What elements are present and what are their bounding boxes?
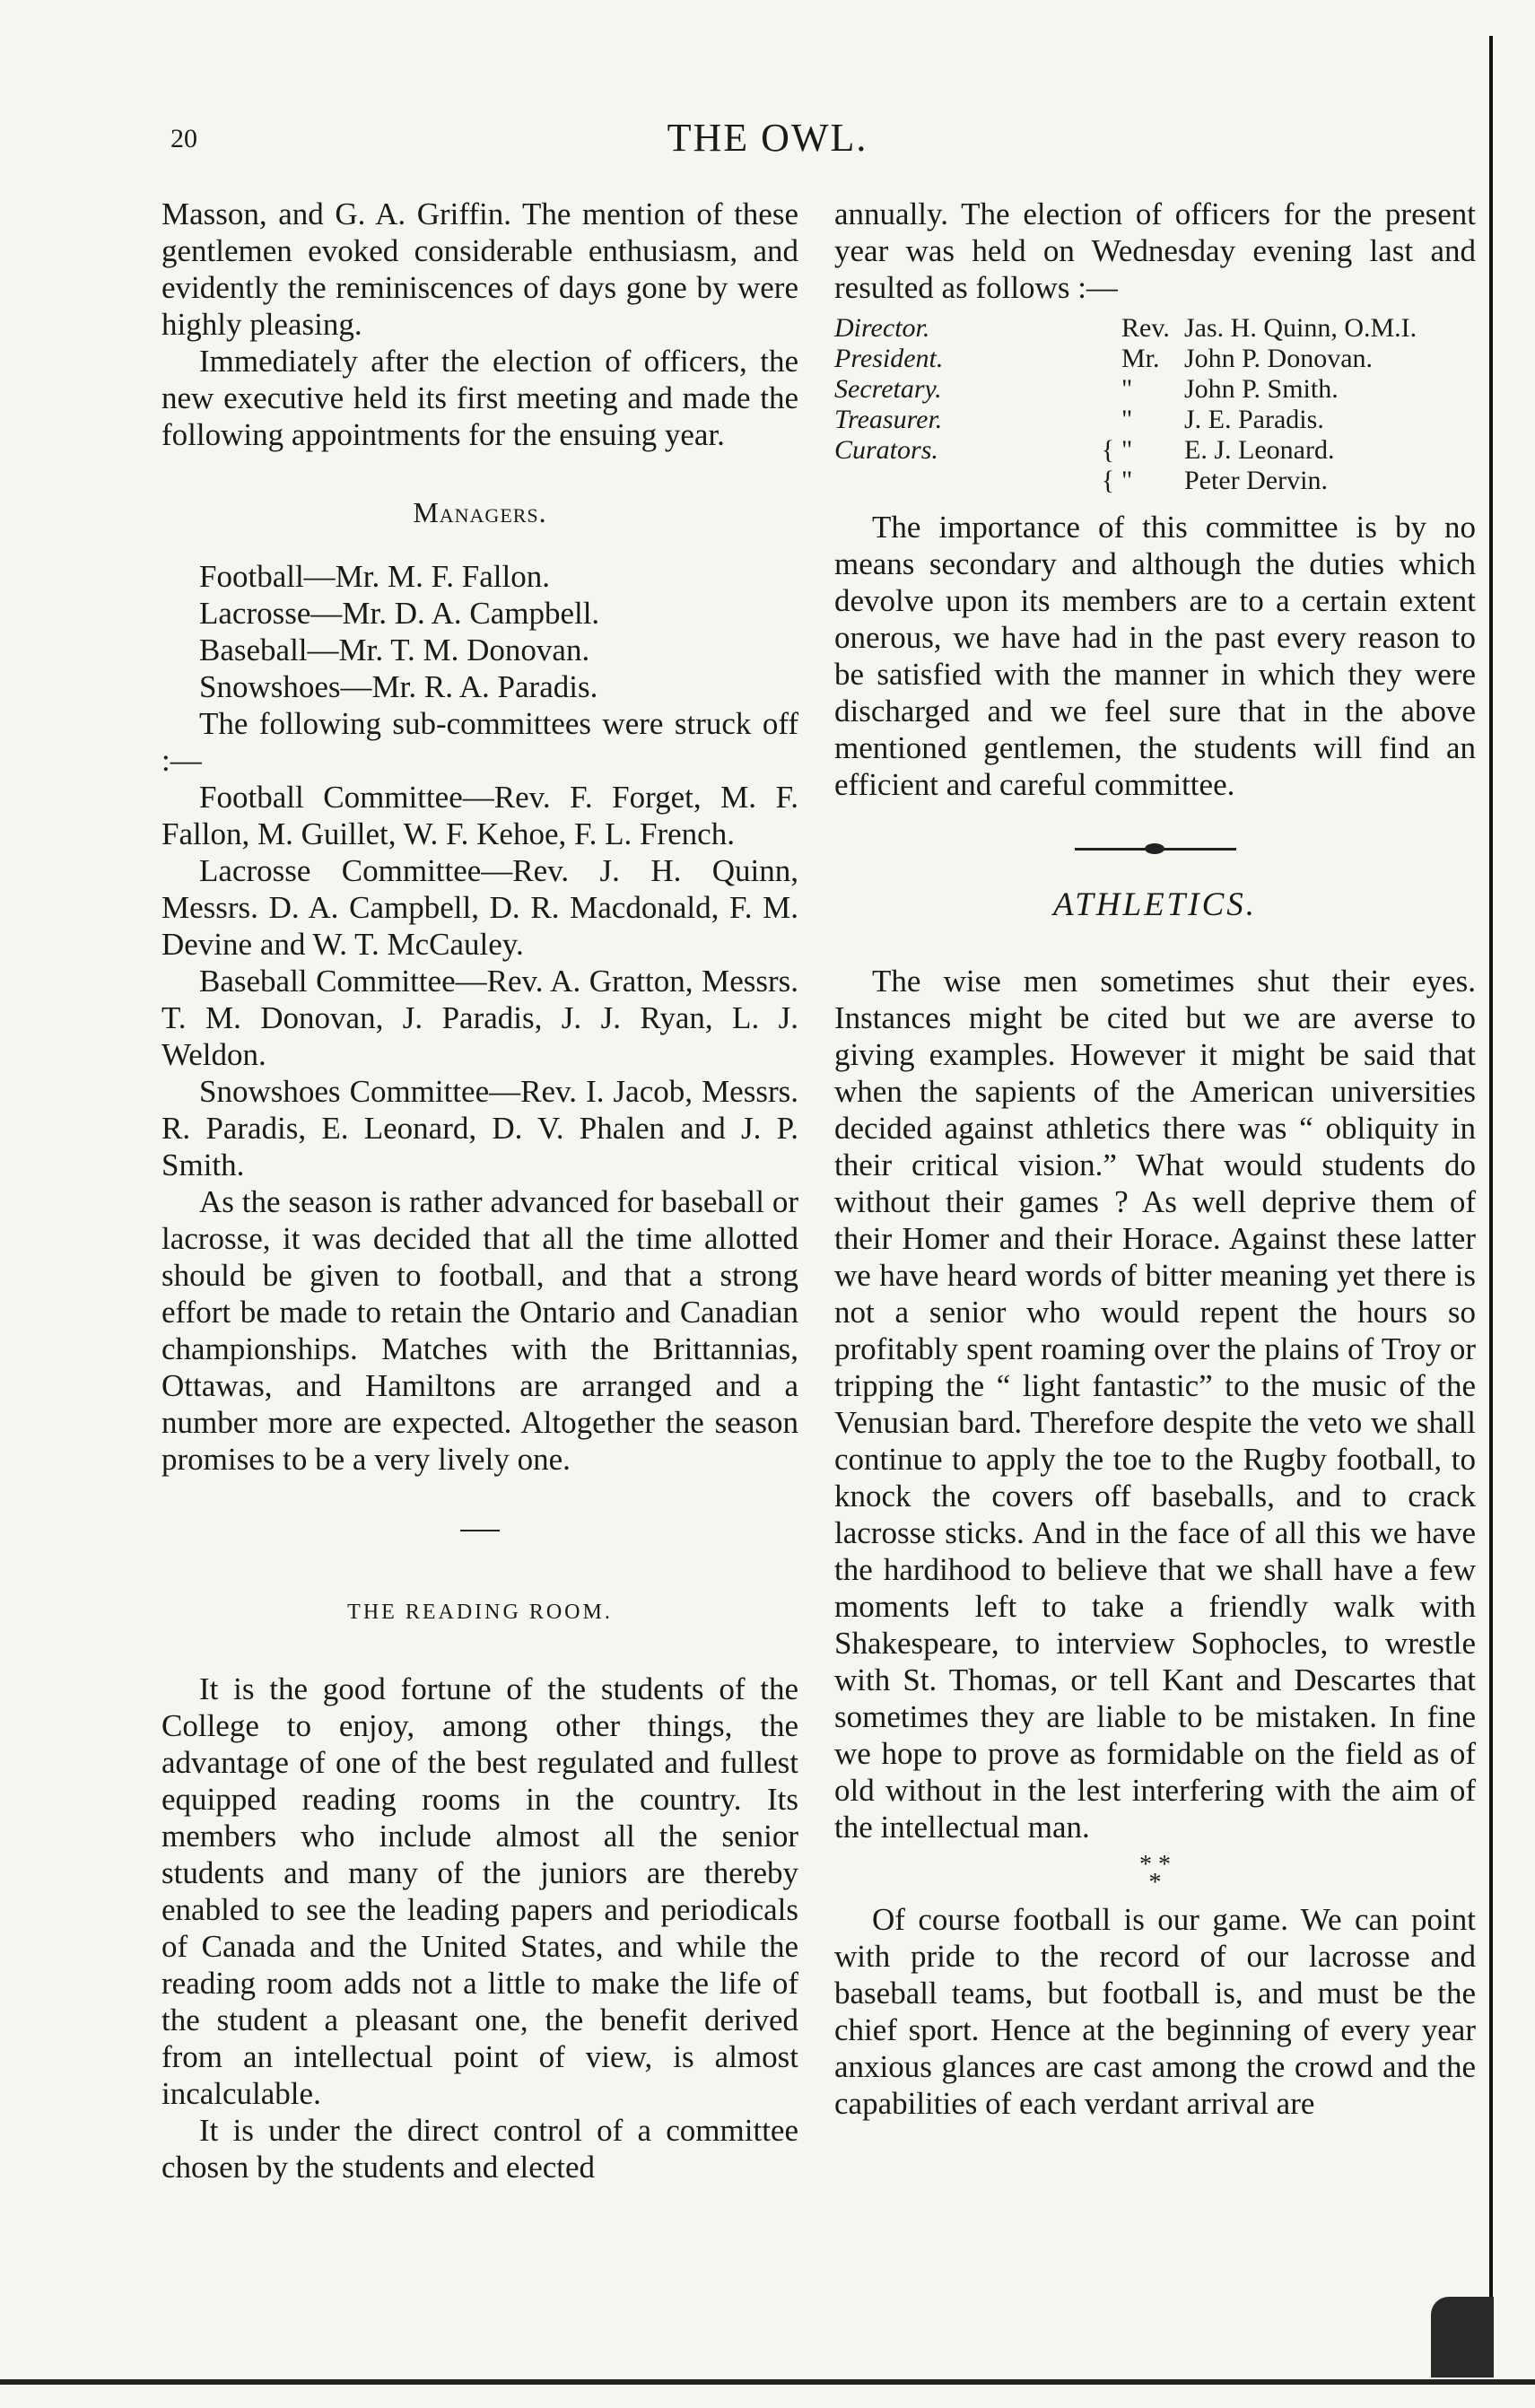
- page-number: 20: [170, 124, 197, 153]
- page-bottom-edge: [0, 2379, 1535, 2385]
- officer-row: [834, 313, 1476, 344]
- officers-list: [834, 313, 1476, 496]
- manager-item: Baseball—Mr. T. M. Donovan.: [199, 633, 590, 667]
- officer-name: John P. Donovan.: [1184, 344, 1374, 373]
- right-column: [834, 196, 1476, 2122]
- officer-name: Peter Dervin.: [1184, 466, 1328, 495]
- officer-row: [834, 435, 1476, 466]
- officer-role: Treasurer.: [834, 405, 943, 434]
- officer-name: Jas. H. Quinn, O.M.I.: [1184, 313, 1417, 343]
- officer-role: Director.: [834, 313, 930, 343]
- paragraph-annually: annually. The election of officers for the present year was held on Wednesday evening last and resulted as follows :—: [834, 196, 1476, 305]
- athletics-heading: ATHLETICS.: [1052, 886, 1258, 923]
- manager-item: Snowshoes—Mr. R. A. Paradis.: [199, 669, 598, 704]
- section-divider: [460, 1530, 500, 1531]
- managers-heading: Managers.: [413, 496, 547, 528]
- officer-name: J. E. Paradis.: [1184, 405, 1324, 434]
- officer-brace: [1095, 313, 1121, 344]
- manager-item: Football—Mr. M. F. Fallon.: [199, 559, 550, 594]
- officer-brace: [1095, 344, 1121, 374]
- officer-prefix: ": [1121, 374, 1133, 404]
- ornament-divider: [1075, 848, 1236, 851]
- officer-prefix: ": [1121, 405, 1133, 434]
- officer-name: John P. Smith.: [1184, 374, 1339, 404]
- officer-brace: [1095, 405, 1121, 435]
- asterism: * * *: [1139, 1851, 1171, 1897]
- officer-name: E. J. Leonard.: [1184, 435, 1335, 465]
- manager-item: Lacrosse—Mr. D. A. Campbell.: [199, 596, 600, 631]
- paragraph-after-election: Immediately after the election of officers, the new executive held its first meeting and made the following appointments for the ensuing year.: [161, 344, 798, 452]
- officer-prefix: Mr.: [1121, 344, 1160, 373]
- reading-room-heading: THE READING ROOM.: [347, 1601, 613, 1624]
- running-title: THE OWL.: [667, 116, 868, 160]
- committee-item: Football Committee—Rev. F. Forget, M. F. Fallon, M. Guillet, W. F. Kehoe, F. L. French.: [161, 780, 798, 851]
- paragraph-subcommittees: The following sub-committees were struck off :—: [161, 706, 798, 778]
- officer-role: Curators.: [834, 435, 938, 465]
- committee-item: Baseball Committee—Rev. A. Gratton, Messrs. T. M. Donovan, J. Paradis, J. J. Ryan, L. J. Weldon.: [161, 964, 798, 1072]
- officer-brace: [1095, 374, 1121, 405]
- paragraph-season: As the season is rather advanced for baseball or lacrosse, it was decided that all the time allotted should be given to football, and that a strong effort be made to retain the Ontario and Canadian championships. Matches with the Brittannias, Ottawas, and Hamiltons are arranged and a number more are expected. Altogether the season promises to be a very lively one.: [161, 1184, 798, 1477]
- officer-row: [834, 466, 1476, 496]
- officer-prefix: ": [1121, 435, 1133, 465]
- committee-item: Snowshoes Committee—Rev. I. Jacob, Messrs. R. Paradis, E. Leonard, D. V. Phalen and J. P. Smith.: [161, 1074, 798, 1182]
- officer-row: [834, 344, 1476, 374]
- paragraph-athletics-1: The wise men sometimes shut their eyes. Instances might be cited but we are averse to giving examples. However it might be said that when the sapients of the American universities decided against athletics there was “ obliquity in their critical vision.” What would students do without their games ? As well deprive them of their Homer and their Horace. Against these latter we have heard words of bitter meaning yet there is not a senior who would repent the hours so profitably spent roaming over the plains of Troy or tripping the “ light fantastic” to the music of the Venusian bard. Therefore despite the veto we shall continue to apply the toe to the Rugby football, to knock the covers off baseballs, and to crack lacrosse sticks. And in the face of all this we have the hardihood to believe that we shall have a few moments left to take a friendly walk with Shakespeare, to interview Sophocles, to wrestle with St. Thomas, or tell Kant and Descartes that sometimes they are liable to be mistaken. In fine we hope to prove as formidable on the field as of old without in the lest interfering with the aim of the intellectual man.: [834, 964, 1476, 1845]
- paragraph-reading-room-1: It is the good fortune of the students of the College to enjoy, among other things, the advantage of one of the best regulated and fullest equipped reading rooms in the country. Its members who include almost all the senior students and many of the juniors are thereby enabled to see the leading papers and periodicals of Canada and the United States, and while the reading room adds not a little to make the life of the student a pleasant one, the benefit derived from an intellectual point of view, is almost incalculable.: [161, 1671, 798, 2111]
- officer-role: Secretary.: [834, 374, 942, 404]
- officer-brace: {: [1101, 435, 1115, 465]
- paragraph-athletics-2: Of course football is our game. We can point with pride to the record of our lacrosse and baseball teams, but football is, and must be the chief sport. Hence at the beginning of every year anxious glances are cast among the crowd and the capabilities of each verdant arrival are: [834, 1902, 1476, 2121]
- paragraph-intro: Masson, and G. A. Griffin. The mention of these gentlemen evoked considerable enthusiasm, and evidently the reminiscences of days gone by were highly pleasing.: [161, 196, 798, 342]
- paragraph-reading-room-2: It is under the direct control of a committee chosen by the students and elected: [161, 2113, 798, 2185]
- officer-role: President.: [834, 344, 944, 373]
- page-edge-line: [1489, 36, 1493, 2369]
- officer-prefix: ": [1121, 466, 1133, 495]
- officer-row: [834, 405, 1476, 435]
- officer-brace: {: [1101, 466, 1115, 495]
- page-corner-shadow: [1431, 2297, 1494, 2377]
- paragraph-importance: The importance of this committee is by no means secondary and although the duties which devolve upon its members are to a certain extent onerous, we have had in the past every reason to be satisfied with the manner in which they were discharged and we feel sure that in the above mentioned gentlemen, the students will find an efficient and careful committee.: [834, 510, 1476, 802]
- officer-prefix: Rev.: [1121, 313, 1170, 343]
- officer-role: [834, 466, 1095, 496]
- left-column: [161, 196, 798, 2186]
- committee-item: Lacrosse Committee—Rev. J. H. Quinn, Messrs. D. A. Campbell, D. R. Macdonald, F. M. Devine and W. T. McCauley.: [161, 853, 798, 962]
- officer-row: [834, 374, 1476, 405]
